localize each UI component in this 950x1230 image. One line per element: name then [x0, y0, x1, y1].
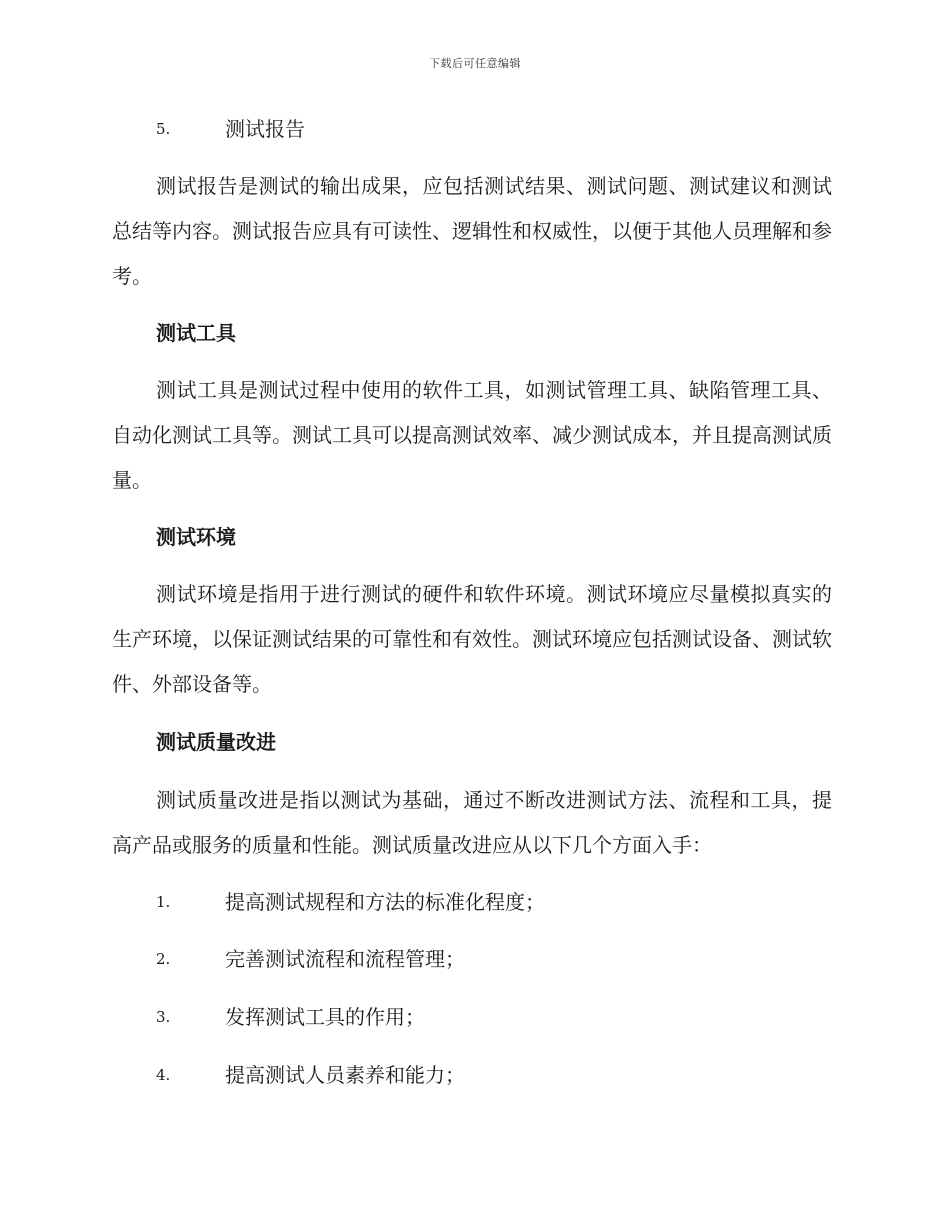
list-item-number: 3. — [156, 1008, 171, 1026]
list-item-text: 发挥测试工具的作用； — [225, 1005, 425, 1029]
paragraph-test-report: 测试报告是测试的输出成果，应包括测试结果、测试问题、测试建议和测试总结等内容。测试报告应具有可读性、逻辑性和权威性，以便于其他人员理解和参考。 — [112, 174, 832, 288]
list-item-text: 提高测试规程和方法的标准化程度； — [225, 890, 545, 914]
paragraph-test-tools: 测试工具是测试过程中使用的软件工具，如测试管理工具、缺陷管理工具、自动化测试工具等。测试工具可以提高测试效率、减少测试成本，并且提高测试质量。 — [112, 378, 832, 492]
list-item-number: 2. — [156, 950, 171, 968]
section-5-number: 5. — [156, 120, 171, 138]
list-item-number: 4. — [156, 1066, 171, 1084]
paragraph-test-quality-improvement: 测试质量改进是指以测试为基础，通过不断改进测试方法、流程和工具，提高产品或服务的质量和性能。测试质量改进应从以下几个方面入手： — [112, 788, 832, 857]
list-item-number: 1. — [156, 893, 171, 911]
heading-test-tools: 测试工具 — [156, 321, 236, 345]
heading-test-environment: 测试环境 — [156, 525, 236, 549]
list-item-text: 提高测试人员素养和能力； — [225, 1063, 465, 1087]
heading-test-quality-improvement: 测试质量改进 — [156, 730, 276, 754]
section-5-title: 测试报告 — [225, 117, 305, 141]
list-item-text: 完善测试流程和流程管理； — [225, 947, 465, 971]
page-header-note: 下载后可任意编辑 — [429, 57, 521, 70]
paragraph-test-environment: 测试环境是指用于进行测试的硬件和软件环境。测试环境应尽量模拟真实的生产环境，以保证测试结果的可靠性和有效性。测试环境应包括测试设备、测试软件、外部设备等。 — [112, 582, 832, 696]
